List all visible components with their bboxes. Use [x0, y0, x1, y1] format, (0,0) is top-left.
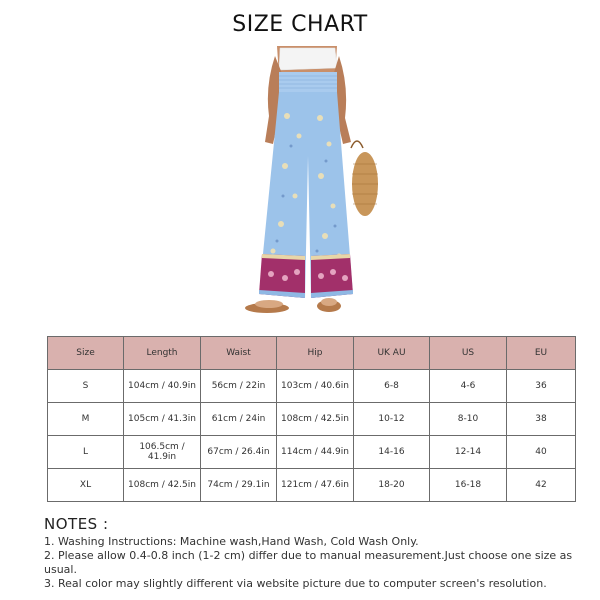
table-cell: 10-12: [354, 403, 430, 436]
table-cell: 4-6: [430, 370, 507, 403]
table-cell: 121cm / 47.6in: [277, 469, 354, 502]
table-cell: 105cm / 41.3in: [124, 403, 201, 436]
page-title: SIZE CHART: [232, 12, 368, 37]
column-header: Size: [48, 337, 124, 370]
column-header: EU: [507, 337, 576, 370]
note-item: 2. Please allow 0.4-0.8 inch (1-2 cm) differ due to manual measurement.Just choose one size as usual.: [44, 549, 573, 576]
table-cell: 40: [507, 436, 576, 469]
table-cell: 6-8: [354, 370, 430, 403]
table-cell: 42: [507, 469, 576, 502]
table-row: [48, 403, 576, 436]
column-header: UK AU: [354, 337, 430, 370]
table-cell: 38: [507, 403, 576, 436]
table-cell: M: [48, 403, 124, 436]
table-cell: 16-18: [430, 469, 507, 502]
table-cell: 8-10: [430, 403, 507, 436]
note-item: 3. Real color may slightly different via website picture due to computer screen's resolution.: [44, 577, 547, 590]
table-cell: 108cm / 42.5in: [277, 403, 354, 436]
table-cell: 106.5cm / 41.9in: [124, 436, 201, 469]
table-cell: 14-16: [354, 436, 430, 469]
table-cell: 114cm / 44.9in: [277, 436, 354, 469]
table-header-row: [48, 337, 576, 370]
table-cell: 18-20: [354, 469, 430, 502]
column-header: Length: [124, 337, 201, 370]
table-cell: 67cm / 26.4in: [201, 436, 277, 469]
table-cell: 104cm / 40.9in: [124, 370, 201, 403]
table-cell: L: [48, 436, 124, 469]
size-chart-table: [47, 336, 576, 502]
product-photo: [225, 46, 385, 320]
column-header: Waist: [201, 337, 277, 370]
table-cell: 103cm / 40.6in: [277, 370, 354, 403]
table-cell: 61cm / 24in: [201, 403, 277, 436]
table-row: [48, 370, 576, 403]
notes-section: [44, 517, 600, 591]
table-cell: 108cm / 42.5in: [124, 469, 201, 502]
table-row: [48, 469, 576, 502]
table-cell: XL: [48, 469, 124, 502]
table-cell: 74cm / 29.1in: [201, 469, 277, 502]
note-item: 1. Washing Instructions: Machine wash,Hand Wash, Cold Wash Only.: [44, 535, 419, 548]
table-cell: 56cm / 22in: [201, 370, 277, 403]
table-cell: 12-14: [430, 436, 507, 469]
column-header: Hip: [277, 337, 354, 370]
column-header: US: [430, 337, 507, 370]
table-cell: 36: [507, 370, 576, 403]
table-row: [48, 436, 576, 469]
table-cell: S: [48, 370, 124, 403]
notes-heading: NOTES :: [44, 515, 109, 533]
